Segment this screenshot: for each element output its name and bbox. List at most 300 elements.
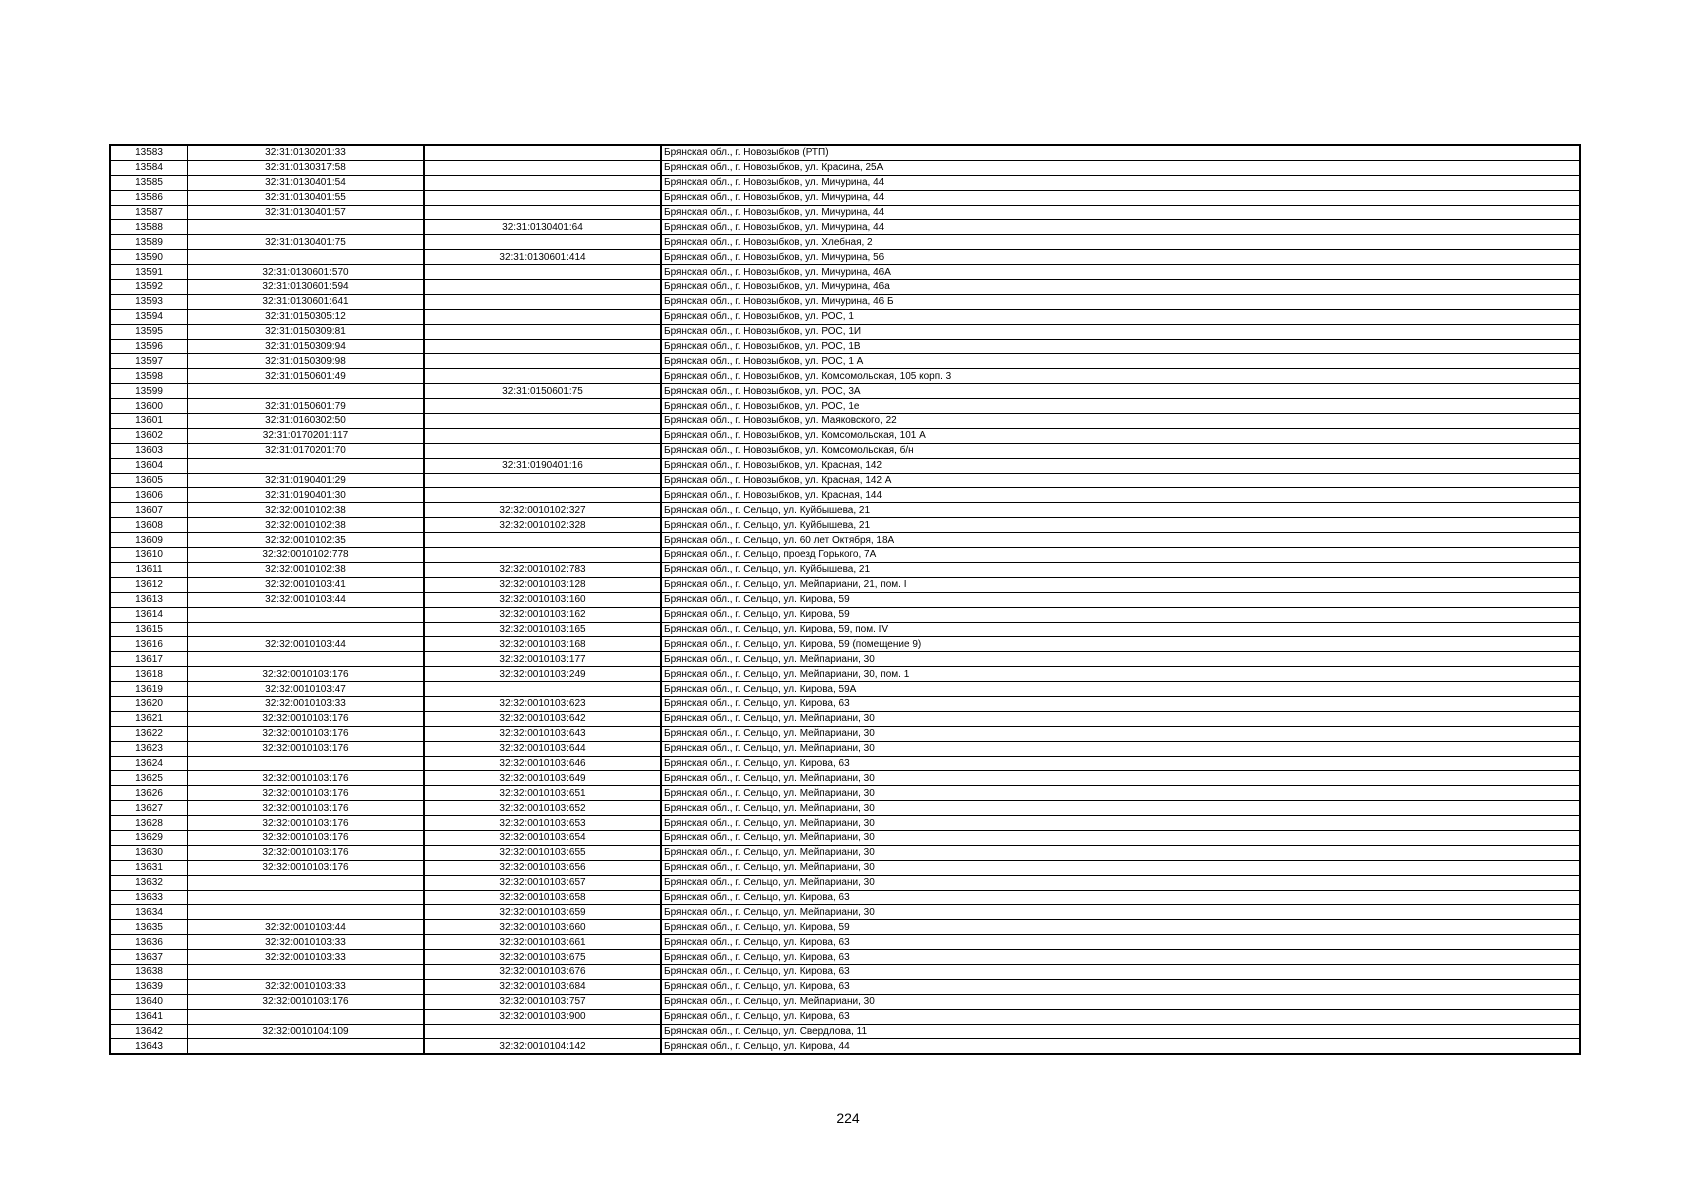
- table-row: [110, 994, 1580, 1009]
- table-row: [110, 964, 1580, 979]
- land-cadastral-cell: 32:32:0010102:38: [188, 562, 425, 577]
- address-cell: Брянская обл., г. Новозыбков, ул. Комсомольская, 101 А: [661, 428, 1580, 443]
- object-cadastral-cell: 32:32:0010103:653: [424, 816, 661, 831]
- land-cadastral-cell: 32:32:0010103:176: [188, 711, 425, 726]
- object-cadastral-cell: 32:31:0130401:64: [424, 220, 661, 235]
- row-number-cell: 13629: [110, 830, 188, 845]
- table-row: [110, 235, 1580, 250]
- address-cell: Брянская обл., г. Новозыбков, ул. Мичурина, 46а: [661, 280, 1580, 295]
- object-cadastral-cell: [424, 399, 661, 414]
- land-cadastral-cell: 32:31:0130401:55: [188, 190, 425, 205]
- table-row: [110, 145, 1580, 160]
- row-number-cell: 13601: [110, 414, 188, 429]
- object-cadastral-cell: [424, 324, 661, 339]
- address-cell: Брянская обл., г. Сельцо, ул. Свердлова, 11: [661, 1024, 1580, 1039]
- address-cell: Брянская обл., г. Сельцо, ул. Мейпариани, 30: [661, 830, 1580, 845]
- land-cadastral-cell: 32:32:0010103:47: [188, 682, 425, 697]
- object-cadastral-cell: [424, 443, 661, 458]
- row-number-cell: 13600: [110, 399, 188, 414]
- table-row: [110, 280, 1580, 295]
- table-row: [110, 816, 1580, 831]
- row-number-cell: 13591: [110, 265, 188, 280]
- object-cadastral-cell: [424, 145, 661, 160]
- table-row: [110, 711, 1580, 726]
- table-row: [110, 458, 1580, 473]
- address-cell: Брянская обл., г. Новозыбков, ул. Комсомольская, 105 корп. 3: [661, 369, 1580, 384]
- address-cell: Брянская обл., г. Новозыбков, ул. Мичурина, 44: [661, 175, 1580, 190]
- address-cell: Брянская обл., г. Сельцо, ул. Кирова, 59, пом. IV: [661, 622, 1580, 637]
- row-number-cell: 13586: [110, 190, 188, 205]
- address-cell: Брянская обл., г. Новозыбков, ул. Красная, 142 А: [661, 473, 1580, 488]
- object-cadastral-cell: 32:32:0010103:623: [424, 696, 661, 711]
- table-row: [110, 324, 1580, 339]
- table-row: [110, 488, 1580, 503]
- object-cadastral-cell: [424, 265, 661, 280]
- address-cell: Брянская обл., г. Сельцо, ул. Мейпариани, 30: [661, 801, 1580, 816]
- address-cell: Брянская обл., г. Сельцо, ул. Куйбышева, 21: [661, 562, 1580, 577]
- row-number-cell: 13605: [110, 473, 188, 488]
- object-cadastral-cell: 32:32:0010103:165: [424, 622, 661, 637]
- land-cadastral-cell: 32:32:0010103:176: [188, 667, 425, 682]
- table-row: [110, 473, 1580, 488]
- table-row: [110, 741, 1580, 756]
- address-cell: Брянская обл., г. Сельцо, ул. Мейпариани, 30: [661, 741, 1580, 756]
- address-cell: Брянская обл., г. Новозыбков, ул. РОС, 1е: [661, 399, 1580, 414]
- object-cadastral-cell: 32:32:0010103:646: [424, 756, 661, 771]
- table-row: [110, 250, 1580, 265]
- row-number-cell: 13612: [110, 577, 188, 592]
- row-number-cell: 13627: [110, 801, 188, 816]
- object-cadastral-cell: 32:32:0010103:900: [424, 1009, 661, 1024]
- registry-body: [110, 145, 1580, 1054]
- land-cadastral-cell: 32:32:0010103:176: [188, 830, 425, 845]
- row-number-cell: 13634: [110, 905, 188, 920]
- object-cadastral-cell: 32:31:0130601:414: [424, 250, 661, 265]
- address-cell: Брянская обл., г. Сельцо, ул. Мейпариани, 30: [661, 652, 1580, 667]
- land-cadastral-cell: 32:32:0010103:44: [188, 637, 425, 652]
- row-number-cell: 13596: [110, 339, 188, 354]
- row-number-cell: 13611: [110, 562, 188, 577]
- row-number-cell: 13584: [110, 160, 188, 175]
- address-cell: Брянская обл., г. Сельцо, ул. 60 лет Октября, 18А: [661, 533, 1580, 548]
- land-cadastral-cell: 32:32:0010103:176: [188, 771, 425, 786]
- table-row: [110, 384, 1580, 399]
- table-row: [110, 414, 1580, 429]
- row-number-cell: 13631: [110, 860, 188, 875]
- address-cell: Брянская обл., г. Сельцо, ул. Кирова, 63: [661, 890, 1580, 905]
- land-cadastral-cell: 32:31:0130601:594: [188, 280, 425, 295]
- object-cadastral-cell: 32:32:0010103:168: [424, 637, 661, 652]
- object-cadastral-cell: [424, 339, 661, 354]
- land-cadastral-cell: 32:31:0150309:98: [188, 354, 425, 369]
- row-number-cell: 13625: [110, 771, 188, 786]
- land-cadastral-cell: 32:32:0010103:176: [188, 845, 425, 860]
- land-cadastral-cell: 32:32:0010103:176: [188, 801, 425, 816]
- object-cadastral-cell: [424, 175, 661, 190]
- object-cadastral-cell: 32:32:0010103:659: [424, 905, 661, 920]
- table-row: [110, 518, 1580, 533]
- table-row: [110, 220, 1580, 235]
- land-cadastral-cell: 32:31:0150305:12: [188, 309, 425, 324]
- land-cadastral-cell: 32:32:0010103:33: [188, 935, 425, 950]
- row-number-cell: 13638: [110, 964, 188, 979]
- address-cell: Брянская обл., г. Новозыбков, ул. Красная, 142: [661, 458, 1580, 473]
- object-cadastral-cell: 32:32:0010103:675: [424, 950, 661, 965]
- land-cadastral-cell: [188, 1039, 425, 1054]
- object-cadastral-cell: 32:32:0010103:160: [424, 592, 661, 607]
- land-cadastral-cell: 32:32:0010103:33: [188, 696, 425, 711]
- land-cadastral-cell: 32:32:0010103:176: [188, 994, 425, 1009]
- row-number-cell: 13602: [110, 428, 188, 443]
- address-cell: Брянская обл., г. Сельцо, ул. Кирова, 63: [661, 964, 1580, 979]
- land-cadastral-cell: 32:32:0010102:38: [188, 518, 425, 533]
- address-cell: Брянская обл., г. Новозыбков, ул. Мичурина, 46 Б: [661, 294, 1580, 309]
- row-number-cell: 13643: [110, 1039, 188, 1054]
- address-cell: Брянская обл., г. Сельцо, ул. Мейпариани, 30: [661, 845, 1580, 860]
- object-cadastral-cell: 32:32:0010103:660: [424, 920, 661, 935]
- address-cell: Брянская обл., г. Сельцо, ул. Мейпариани, 30: [661, 786, 1580, 801]
- page-number: 224: [836, 1110, 860, 1126]
- table-row: [110, 562, 1580, 577]
- row-number-cell: 13594: [110, 309, 188, 324]
- object-cadastral-cell: 32:32:0010103:249: [424, 667, 661, 682]
- address-cell: Брянская обл., г. Новозыбков, ул. Хлебная, 2: [661, 235, 1580, 250]
- object-cadastral-cell: [424, 488, 661, 503]
- object-cadastral-cell: 32:32:0010103:128: [424, 577, 661, 592]
- object-cadastral-cell: 32:32:0010103:656: [424, 860, 661, 875]
- table-row: [110, 309, 1580, 324]
- object-cadastral-cell: 32:32:0010102:327: [424, 503, 661, 518]
- row-number-cell: 13616: [110, 637, 188, 652]
- object-cadastral-cell: 32:32:0010103:642: [424, 711, 661, 726]
- object-cadastral-cell: 32:32:0010103:657: [424, 875, 661, 890]
- table-row: [110, 935, 1580, 950]
- table-row: [110, 175, 1580, 190]
- row-number-cell: 13632: [110, 875, 188, 890]
- address-cell: Брянская обл., г. Сельцо, ул. Мейпариани, 30: [661, 860, 1580, 875]
- table-row: [110, 205, 1580, 220]
- address-cell: Брянская обл., г. Сельцо, ул. Мейпариани, 30: [661, 875, 1580, 890]
- table-row: [110, 756, 1580, 771]
- land-cadastral-cell: [188, 607, 425, 622]
- object-cadastral-cell: 32:32:0010103:649: [424, 771, 661, 786]
- address-cell: Брянская обл., г. Новозыбков, ул. Красина, 25А: [661, 160, 1580, 175]
- row-number-cell: 13617: [110, 652, 188, 667]
- land-cadastral-cell: 32:31:0130601:570: [188, 265, 425, 280]
- land-cadastral-cell: 32:32:0010103:44: [188, 920, 425, 935]
- row-number-cell: 13593: [110, 294, 188, 309]
- object-cadastral-cell: 32:32:0010103:676: [424, 964, 661, 979]
- table-row: [110, 607, 1580, 622]
- land-cadastral-cell: 32:32:0010102:35: [188, 533, 425, 548]
- row-number-cell: 13608: [110, 518, 188, 533]
- row-number-cell: 13589: [110, 235, 188, 250]
- land-cadastral-cell: [188, 756, 425, 771]
- table-row: [110, 399, 1580, 414]
- address-cell: Брянская обл., г. Сельцо, ул. Куйбышева, 21: [661, 518, 1580, 533]
- row-number-cell: 13607: [110, 503, 188, 518]
- address-cell: Брянская обл., г. Новозыбков, ул. РОС, 1В: [661, 339, 1580, 354]
- address-cell: Брянская обл., г. Новозыбков (РТП): [661, 145, 1580, 160]
- row-number-cell: 13641: [110, 1009, 188, 1024]
- address-cell: Брянская обл., г. Новозыбков, ул. РОС, 1И: [661, 324, 1580, 339]
- address-cell: Брянская обл., г. Сельцо, ул. Мейпариани, 30: [661, 816, 1580, 831]
- land-cadastral-cell: 32:31:0130201:33: [188, 145, 425, 160]
- object-cadastral-cell: 32:32:0010104:142: [424, 1039, 661, 1054]
- address-cell: Брянская обл., г. Новозыбков, ул. Маяковского, 22: [661, 414, 1580, 429]
- object-cadastral-cell: [424, 682, 661, 697]
- address-cell: Брянская обл., г. Сельцо, ул. Кирова, 44: [661, 1039, 1580, 1054]
- table-row: [110, 533, 1580, 548]
- object-cadastral-cell: [424, 548, 661, 563]
- row-number-cell: 13636: [110, 935, 188, 950]
- row-number-cell: 13623: [110, 741, 188, 756]
- address-cell: Брянская обл., г. Сельцо, ул. Куйбышева, 21: [661, 503, 1580, 518]
- address-cell: Брянская обл., г. Новозыбков, ул. Красная, 144: [661, 488, 1580, 503]
- table-row: [110, 696, 1580, 711]
- table-row: [110, 950, 1580, 965]
- table-row: [110, 503, 1580, 518]
- table-row: [110, 979, 1580, 994]
- row-number-cell: 13639: [110, 979, 188, 994]
- object-cadastral-cell: [424, 1024, 661, 1039]
- object-cadastral-cell: 32:32:0010103:651: [424, 786, 661, 801]
- land-cadastral-cell: 32:31:0170201:117: [188, 428, 425, 443]
- table-row: [110, 428, 1580, 443]
- row-number-cell: 13619: [110, 682, 188, 697]
- land-cadastral-cell: 32:31:0130401:57: [188, 205, 425, 220]
- land-cadastral-cell: 32:32:0010103:176: [188, 816, 425, 831]
- land-cadastral-cell: 32:32:0010103:176: [188, 741, 425, 756]
- land-cadastral-cell: [188, 875, 425, 890]
- land-cadastral-cell: 32:32:0010103:33: [188, 950, 425, 965]
- table-row: [110, 577, 1580, 592]
- row-number-cell: 13583: [110, 145, 188, 160]
- table-row: [110, 339, 1580, 354]
- land-cadastral-cell: [188, 890, 425, 905]
- object-cadastral-cell: [424, 160, 661, 175]
- address-cell: Брянская обл., г. Сельцо, ул. Мейпариани, 21, пом. I: [661, 577, 1580, 592]
- row-number-cell: 13614: [110, 607, 188, 622]
- table-row: [110, 369, 1580, 384]
- land-cadastral-cell: 32:32:0010102:38: [188, 503, 425, 518]
- address-cell: Брянская обл., г. Сельцо, ул. Кирова, 59: [661, 607, 1580, 622]
- table-row: [110, 265, 1580, 280]
- row-number-cell: 13610: [110, 548, 188, 563]
- land-cadastral-cell: 32:31:0130601:641: [188, 294, 425, 309]
- object-cadastral-cell: 32:32:0010103:655: [424, 845, 661, 860]
- row-number-cell: 13598: [110, 369, 188, 384]
- table-row: [110, 845, 1580, 860]
- object-cadastral-cell: [424, 428, 661, 443]
- row-number-cell: 13615: [110, 622, 188, 637]
- object-cadastral-cell: [424, 414, 661, 429]
- land-cadastral-cell: 32:31:0130401:75: [188, 235, 425, 250]
- land-cadastral-cell: 32:32:0010103:33: [188, 979, 425, 994]
- land-cadastral-cell: 32:32:0010103:41: [188, 577, 425, 592]
- row-number-cell: 13595: [110, 324, 188, 339]
- row-number-cell: 13633: [110, 890, 188, 905]
- object-cadastral-cell: [424, 190, 661, 205]
- address-cell: Брянская обл., г. Новозыбков, ул. Мичурина, 44: [661, 190, 1580, 205]
- address-cell: Брянская обл., г. Сельцо, ул. Кирова, 59: [661, 920, 1580, 935]
- land-cadastral-cell: [188, 964, 425, 979]
- row-number-cell: 13606: [110, 488, 188, 503]
- land-cadastral-cell: 32:32:0010102:778: [188, 548, 425, 563]
- object-cadastral-cell: 32:32:0010102:783: [424, 562, 661, 577]
- row-number-cell: 13642: [110, 1024, 188, 1039]
- object-cadastral-cell: [424, 205, 661, 220]
- row-number-cell: 13592: [110, 280, 188, 295]
- table-row: [110, 1039, 1580, 1054]
- row-number-cell: 13597: [110, 354, 188, 369]
- row-number-cell: 13620: [110, 696, 188, 711]
- land-cadastral-cell: 32:32:0010104:109: [188, 1024, 425, 1039]
- row-number-cell: 13603: [110, 443, 188, 458]
- address-cell: Брянская обл., г. Сельцо, ул. Мейпариани, 30: [661, 905, 1580, 920]
- object-cadastral-cell: 32:32:0010103:658: [424, 890, 661, 905]
- object-cadastral-cell: 32:32:0010103:644: [424, 741, 661, 756]
- address-cell: Брянская обл., г. Сельцо, ул. Кирова, 63: [661, 979, 1580, 994]
- object-cadastral-cell: [424, 369, 661, 384]
- address-cell: Брянская обл., г. Сельцо, ул. Кирова, 59А: [661, 682, 1580, 697]
- table-row: [110, 652, 1580, 667]
- address-cell: Брянская обл., г. Сельцо, ул. Мейпариани, 30, пом. 1: [661, 667, 1580, 682]
- row-number-cell: 13609: [110, 533, 188, 548]
- land-cadastral-cell: 32:32:0010103:44: [188, 592, 425, 607]
- table-row: [110, 354, 1580, 369]
- object-cadastral-cell: 32:32:0010103:643: [424, 726, 661, 741]
- table-row: [110, 592, 1580, 607]
- land-cadastral-cell: [188, 250, 425, 265]
- address-cell: Брянская обл., г. Новозыбков, ул. РОС, 1: [661, 309, 1580, 324]
- table-row: [110, 548, 1580, 563]
- table-row: [110, 830, 1580, 845]
- row-number-cell: 13599: [110, 384, 188, 399]
- land-cadastral-cell: [188, 458, 425, 473]
- table-row: [110, 890, 1580, 905]
- object-cadastral-cell: 32:32:0010103:177: [424, 652, 661, 667]
- address-cell: Брянская обл., г. Новозыбков, ул. Мичурина, 46А: [661, 265, 1580, 280]
- row-number-cell: 13590: [110, 250, 188, 265]
- registry-table: [109, 144, 1581, 1055]
- land-cadastral-cell: 32:31:0150601:49: [188, 369, 425, 384]
- row-number-cell: 13587: [110, 205, 188, 220]
- address-cell: Брянская обл., г. Сельцо, ул. Кирова, 63: [661, 935, 1580, 950]
- object-cadastral-cell: 32:31:0190401:16: [424, 458, 661, 473]
- address-cell: Брянская обл., г. Сельцо, ул. Кирова, 63: [661, 756, 1580, 771]
- address-cell: Брянская обл., г. Сельцо, ул. Кирова, 63: [661, 1009, 1580, 1024]
- table-row: [110, 443, 1580, 458]
- land-cadastral-cell: 32:32:0010103:176: [188, 786, 425, 801]
- object-cadastral-cell: 32:32:0010103:661: [424, 935, 661, 950]
- land-cadastral-cell: 32:31:0190401:30: [188, 488, 425, 503]
- row-number-cell: 13635: [110, 920, 188, 935]
- address-cell: Брянская обл., г. Сельцо, ул. Мейпариани, 30: [661, 726, 1580, 741]
- row-number-cell: 13637: [110, 950, 188, 965]
- object-cadastral-cell: [424, 294, 661, 309]
- object-cadastral-cell: 32:32:0010102:328: [424, 518, 661, 533]
- land-cadastral-cell: 32:31:0160302:50: [188, 414, 425, 429]
- address-cell: Брянская обл., г. Сельцо, ул. Мейпариани, 30: [661, 771, 1580, 786]
- object-cadastral-cell: 32:31:0150601:75: [424, 384, 661, 399]
- table-row: [110, 1024, 1580, 1039]
- address-cell: Брянская обл., г. Новозыбков, ул. Комсомольская, б/н: [661, 443, 1580, 458]
- object-cadastral-cell: [424, 235, 661, 250]
- row-number-cell: 13624: [110, 756, 188, 771]
- land-cadastral-cell: 32:31:0150309:94: [188, 339, 425, 354]
- land-cadastral-cell: 32:31:0170201:70: [188, 443, 425, 458]
- land-cadastral-cell: 32:31:0130317:58: [188, 160, 425, 175]
- address-cell: Брянская обл., г. Сельцо, ул. Мейпариани, 30: [661, 711, 1580, 726]
- land-cadastral-cell: 32:32:0010103:176: [188, 860, 425, 875]
- table-row: [110, 190, 1580, 205]
- object-cadastral-cell: [424, 280, 661, 295]
- object-cadastral-cell: 32:32:0010103:652: [424, 801, 661, 816]
- table-row: [110, 801, 1580, 816]
- row-number-cell: 13621: [110, 711, 188, 726]
- table-row: [110, 875, 1580, 890]
- address-cell: Брянская обл., г. Новозыбков, ул. Мичурина, 44: [661, 205, 1580, 220]
- table-row: [110, 637, 1580, 652]
- object-cadastral-cell: 32:32:0010103:757: [424, 994, 661, 1009]
- land-cadastral-cell: [188, 652, 425, 667]
- land-cadastral-cell: 32:31:0150309:81: [188, 324, 425, 339]
- address-cell: Брянская обл., г. Сельцо, ул. Кирова, 59: [661, 592, 1580, 607]
- object-cadastral-cell: 32:32:0010103:684: [424, 979, 661, 994]
- land-cadastral-cell: [188, 622, 425, 637]
- address-cell: Брянская обл., г. Новозыбков, ул. РОС, 3А: [661, 384, 1580, 399]
- row-number-cell: 13604: [110, 458, 188, 473]
- table-row: [110, 160, 1580, 175]
- land-cadastral-cell: [188, 1009, 425, 1024]
- object-cadastral-cell: [424, 309, 661, 324]
- row-number-cell: 13618: [110, 667, 188, 682]
- table-row: [110, 786, 1580, 801]
- row-number-cell: 13622: [110, 726, 188, 741]
- row-number-cell: 13628: [110, 816, 188, 831]
- land-cadastral-cell: [188, 220, 425, 235]
- table-row: [110, 294, 1580, 309]
- table-row: [110, 771, 1580, 786]
- row-number-cell: 13626: [110, 786, 188, 801]
- address-cell: Брянская обл., г. Сельцо, ул. Кирова, 63: [661, 696, 1580, 711]
- land-cadastral-cell: 32:31:0190401:29: [188, 473, 425, 488]
- table-row: [110, 682, 1580, 697]
- row-number-cell: 13630: [110, 845, 188, 860]
- row-number-cell: 13588: [110, 220, 188, 235]
- table-row: [110, 726, 1580, 741]
- object-cadastral-cell: [424, 354, 661, 369]
- table-row: [110, 860, 1580, 875]
- address-cell: Брянская обл., г. Новозыбков, ул. Мичурина, 44: [661, 220, 1580, 235]
- table-row: [110, 622, 1580, 637]
- address-cell: Брянская обл., г. Сельцо, ул. Кирова, 59 (помещение 9): [661, 637, 1580, 652]
- land-cadastral-cell: 32:31:0150601:79: [188, 399, 425, 414]
- row-number-cell: 13613: [110, 592, 188, 607]
- land-cadastral-cell: 32:32:0010103:176: [188, 726, 425, 741]
- row-number-cell: 13640: [110, 994, 188, 1009]
- address-cell: Брянская обл., г. Сельцо, проезд Горького, 7А: [661, 548, 1580, 563]
- row-number-cell: 13585: [110, 175, 188, 190]
- address-cell: Брянская обл., г. Сельцо, ул. Мейпариани, 30: [661, 994, 1580, 1009]
- address-cell: Брянская обл., г. Новозыбков, ул. РОС, 1 А: [661, 354, 1580, 369]
- object-cadastral-cell: [424, 473, 661, 488]
- table-row: [110, 667, 1580, 682]
- object-cadastral-cell: 32:32:0010103:654: [424, 830, 661, 845]
- object-cadastral-cell: 32:32:0010103:162: [424, 607, 661, 622]
- land-cadastral-cell: [188, 905, 425, 920]
